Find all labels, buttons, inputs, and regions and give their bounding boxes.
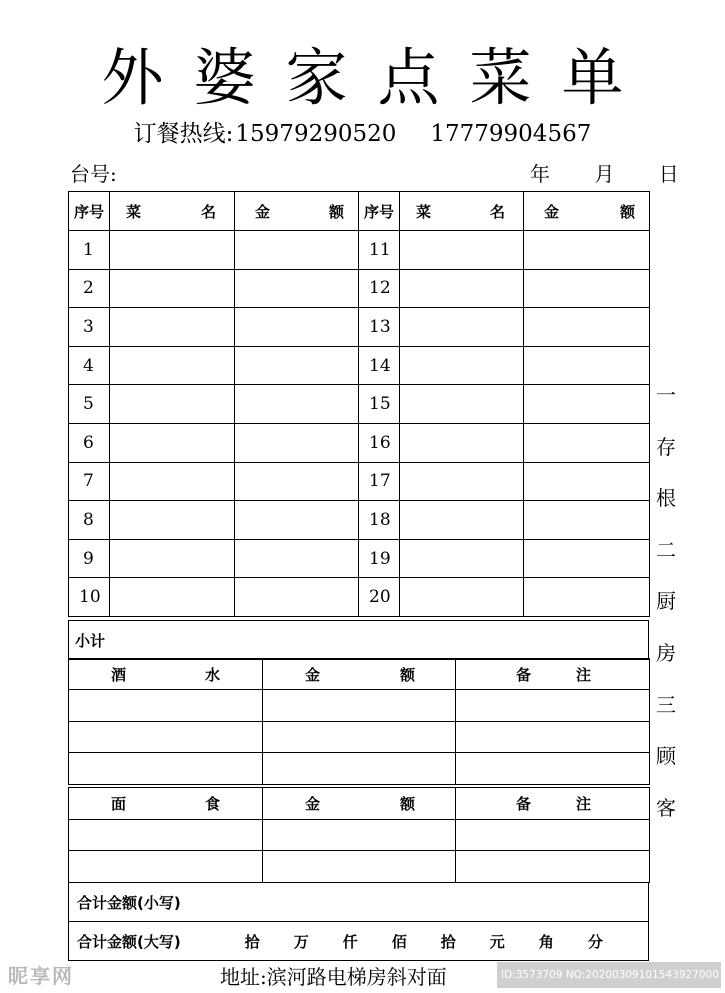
dish-cell[interactable] — [400, 308, 524, 347]
page-title: 外婆家点菜单 — [101, 41, 654, 114]
row-number: 14 — [359, 346, 400, 385]
header-char: 额 — [399, 794, 415, 813]
copy-distribution-note — [653, 380, 679, 844]
row-number: 16 — [359, 423, 400, 462]
amount-cell[interactable] — [524, 346, 650, 385]
header-amount-char: 金 — [255, 202, 271, 221]
side-char: 一 — [656, 383, 676, 407]
header-char: 酒 — [111, 665, 127, 684]
row-number: 2 — [69, 269, 110, 308]
total-uppercase-row — [69, 922, 649, 961]
unit-label: 角 — [538, 932, 554, 951]
dish-cell[interactable] — [110, 501, 235, 540]
amount-cell[interactable] — [235, 231, 359, 270]
header-amount-char: 额 — [619, 202, 635, 221]
row-number: 7 — [69, 462, 110, 501]
row-number: 9 — [69, 539, 110, 578]
noodles-header-row — [69, 788, 650, 820]
table-row — [69, 269, 650, 308]
row-number: 18 — [359, 501, 400, 540]
date-fields — [530, 160, 679, 188]
table-row — [69, 539, 650, 578]
amount-cell[interactable] — [235, 423, 359, 462]
dish-cell[interactable] — [110, 578, 235, 617]
dish-cell[interactable] — [110, 462, 235, 501]
side-char: 三 — [656, 692, 676, 717]
header-dish — [400, 192, 524, 231]
table-row — [69, 819, 650, 851]
watermark-id: ID:3573709 NO:20200309101543927000 — [497, 962, 721, 988]
remark-cell[interactable] — [456, 721, 650, 753]
table-row — [69, 423, 650, 462]
amount-cell[interactable] — [263, 721, 456, 753]
table-number-label: 台号: — [70, 162, 117, 186]
header-no: 序号 — [69, 192, 110, 231]
remark-cell[interactable] — [456, 819, 650, 851]
header-amount — [235, 192, 359, 231]
side-char: 厨 — [656, 589, 676, 614]
hotline-label: 订餐热线: — [133, 121, 234, 147]
dish-items-table — [68, 191, 650, 617]
address-text: 地址:滨河路电梯房斜对面 — [220, 965, 447, 989]
row-number: 11 — [359, 231, 400, 270]
unit-label: 佰 — [391, 932, 407, 951]
header-char: 金 — [305, 665, 321, 684]
amount-cell[interactable] — [524, 423, 650, 462]
phone-number-2: 17779904567 — [430, 121, 592, 147]
remark-cell[interactable] — [456, 753, 650, 785]
amount-cell[interactable] — [263, 690, 456, 722]
dish-cell[interactable] — [400, 346, 524, 385]
table-row — [69, 385, 650, 424]
table-row — [69, 308, 650, 347]
side-char: 根 — [656, 486, 676, 511]
table-row — [69, 851, 650, 883]
drink-cell[interactable] — [69, 721, 263, 753]
unit-label: 拾 — [244, 932, 260, 951]
dish-cell[interactable] — [110, 385, 235, 424]
side-char: 房 — [656, 640, 676, 665]
header-char: 额 — [399, 665, 415, 684]
unit-label: 仟 — [342, 932, 358, 951]
drinks-remark-header — [456, 659, 650, 690]
header-char: 水 — [204, 665, 220, 684]
remark-cell[interactable] — [456, 690, 650, 722]
dish-cell[interactable] — [400, 462, 524, 501]
amount-cell[interactable] — [524, 308, 650, 347]
unit-label: 分 — [587, 932, 603, 951]
dish-cell[interactable] — [400, 423, 524, 462]
row-number: 10 — [69, 578, 110, 617]
amount-cell[interactable] — [235, 462, 359, 501]
side-char: 存 — [656, 434, 676, 459]
amount-cell[interactable] — [235, 501, 359, 540]
row-number: 5 — [69, 385, 110, 424]
unit-label: 拾 — [440, 932, 456, 951]
remark-cell[interactable] — [456, 851, 650, 883]
drinks-amount-header — [263, 659, 456, 690]
row-number: 12 — [359, 269, 400, 308]
amount-cell[interactable] — [524, 462, 650, 501]
drinks-header-row — [69, 659, 650, 690]
header-no: 序号 — [359, 192, 400, 231]
totals-table — [68, 882, 649, 961]
amount-cell[interactable] — [235, 539, 359, 578]
dish-cell[interactable] — [110, 423, 235, 462]
amount-cell[interactable] — [235, 269, 359, 308]
amount-cell[interactable] — [524, 231, 650, 270]
side-char: 顾 — [656, 744, 676, 769]
table-row — [69, 462, 650, 501]
header-dish-char: 菜 — [416, 202, 432, 221]
row-number: 13 — [359, 308, 400, 347]
drinks-header — [69, 659, 263, 690]
year-label: 年 — [530, 162, 550, 186]
row-number: 17 — [359, 462, 400, 501]
table-row — [69, 346, 650, 385]
row-number: 15 — [359, 385, 400, 424]
table-row — [69, 578, 650, 617]
header-char: 注 — [575, 794, 591, 813]
dish-cell[interactable] — [110, 231, 235, 270]
drink-cell[interactable] — [69, 690, 263, 722]
total-uppercase-label: 合计金额(大写) — [77, 932, 181, 951]
amount-cell[interactable] — [235, 308, 359, 347]
amount-cell[interactable] — [524, 501, 650, 540]
dish-cell[interactable] — [400, 269, 524, 308]
dish-cell[interactable] — [400, 385, 524, 424]
table-row — [69, 231, 650, 270]
row-number: 20 — [359, 578, 400, 617]
amount-cell[interactable] — [524, 385, 650, 424]
drink-cell[interactable] — [69, 753, 263, 785]
header-char: 金 — [305, 794, 321, 813]
header-char: 备 — [516, 794, 532, 813]
amount-cell[interactable] — [235, 578, 359, 617]
drinks-table — [68, 658, 650, 785]
side-char: 客 — [656, 795, 676, 820]
header-char: 注 — [575, 665, 591, 684]
dish-cell[interactable] — [400, 231, 524, 270]
table-header-row — [69, 192, 650, 231]
row-number: 4 — [69, 346, 110, 385]
dish-cell[interactable] — [110, 269, 235, 308]
row-number: 6 — [69, 423, 110, 462]
row-number: 3 — [69, 308, 110, 347]
total-lowercase-row — [69, 883, 649, 922]
subtotal-table — [68, 620, 649, 660]
table-row — [69, 753, 650, 785]
dish-cell[interactable] — [110, 346, 235, 385]
unit-label: 元 — [489, 932, 505, 951]
table-row — [69, 690, 650, 722]
row-number: 1 — [69, 231, 110, 270]
order-hotline — [0, 118, 725, 150]
amount-cell[interactable] — [524, 539, 650, 578]
total-lowercase-label: 合计金额(小写) — [77, 893, 181, 912]
table-row — [69, 501, 650, 540]
header-dish-char: 菜 — [126, 202, 142, 221]
noodle-cell[interactable] — [69, 819, 263, 851]
side-char: 二 — [656, 537, 676, 562]
noodles-table — [68, 787, 650, 883]
table-row — [69, 721, 650, 753]
noodle-cell[interactable] — [69, 851, 263, 883]
noodles-amount-header — [263, 788, 456, 820]
dish-cell[interactable] — [110, 308, 235, 347]
header-char: 面 — [111, 794, 127, 813]
header-dish — [110, 192, 235, 231]
dish-cell[interactable] — [400, 501, 524, 540]
header-char: 食 — [204, 794, 220, 813]
noodles-header — [69, 788, 263, 820]
header-dish-char: 名 — [200, 202, 216, 221]
dish-cell[interactable] — [400, 539, 524, 578]
dish-cell[interactable] — [400, 578, 524, 617]
noodles-remark-header — [456, 788, 650, 820]
header-amount — [524, 192, 650, 231]
row-number: 8 — [69, 501, 110, 540]
header-amount-char: 金 — [544, 202, 560, 221]
amount-cell[interactable] — [524, 269, 650, 308]
unit-label: 万 — [293, 932, 309, 951]
month-label: 月 — [594, 162, 615, 186]
amount-cell[interactable] — [263, 819, 456, 851]
subtotal-label: 小计 — [69, 621, 649, 660]
phone-number-1: 15979290520 — [235, 121, 397, 147]
watermark-logo: 昵享网 — [8, 964, 74, 988]
day-label: 日 — [658, 162, 679, 186]
amount-cell[interactable] — [263, 851, 456, 883]
header-amount-char: 额 — [328, 202, 344, 221]
amount-cell[interactable] — [524, 578, 650, 617]
amount-cell[interactable] — [235, 346, 359, 385]
dish-cell[interactable] — [110, 539, 235, 578]
amount-cell[interactable] — [235, 385, 359, 424]
row-number: 19 — [359, 539, 400, 578]
header-char: 备 — [516, 665, 532, 684]
amount-units — [231, 931, 603, 952]
amount-cell[interactable] — [263, 753, 456, 785]
header-dish-char: 名 — [489, 202, 505, 221]
